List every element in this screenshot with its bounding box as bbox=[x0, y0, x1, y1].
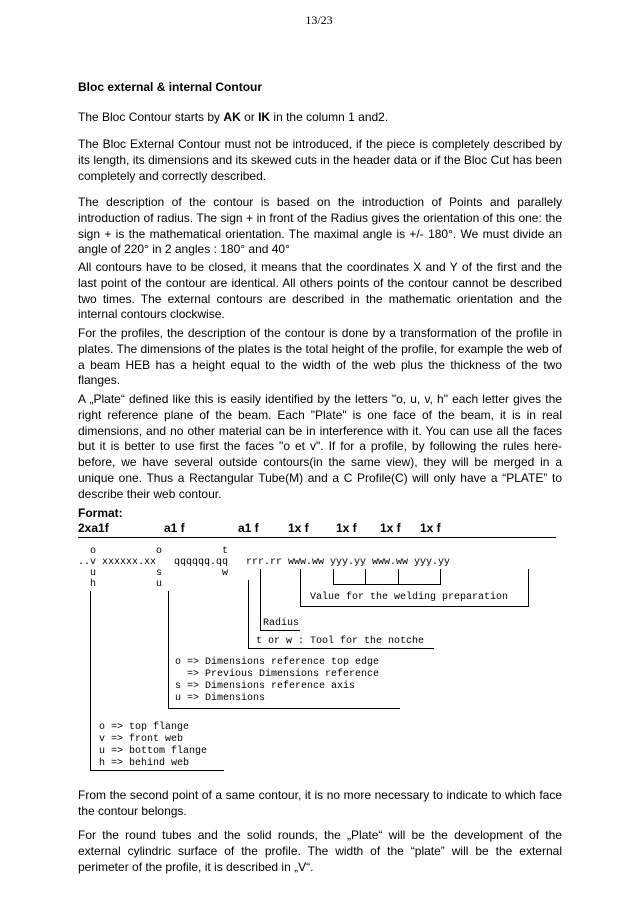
format-col: 1x f bbox=[420, 521, 441, 535]
format-col: 1x f bbox=[336, 521, 357, 535]
paragraph-profiles: For the profiles, the description of the contour is done by a transformation of the profile in plates. The dimensions of the plates is the total height of the profile, for example the web of a beam HEB has a height equal to the width of the web plus the thickness of the two flanges. bbox=[78, 326, 562, 388]
face-line: v => front web bbox=[99, 734, 184, 745]
connector-line bbox=[248, 580, 249, 649]
tool-label: t or w : Tool for the notche bbox=[256, 636, 425, 647]
format-col: a1 f bbox=[164, 521, 185, 535]
section-title: Bloc external & internal Contour bbox=[78, 80, 263, 94]
connector-line bbox=[398, 569, 399, 585]
format-underline bbox=[78, 537, 556, 538]
dims-line: s => Dimensions reference axis bbox=[175, 681, 356, 692]
paragraph-closed-contours: All contours have to be closed, it means that the coordinates X and Y of the first and the last point of the contour are identical. All others points of the contour cannot be described two times. The external contours are described in the mathematic orientation and the internal contours clockwise. bbox=[78, 260, 562, 322]
format-col: a1 f bbox=[238, 521, 259, 535]
face-line: o => top flange bbox=[99, 722, 190, 733]
connector-line bbox=[300, 569, 301, 607]
connector-line bbox=[365, 569, 366, 585]
diagram-row: h u bbox=[78, 579, 163, 590]
connector-line bbox=[260, 630, 300, 631]
welding-label: Value for the welding preparation bbox=[310, 592, 509, 603]
format-col: 1x f bbox=[288, 521, 309, 535]
connector-line bbox=[90, 591, 91, 771]
page-number: 13/23 bbox=[305, 13, 333, 27]
paragraph-plate-definition: A „Plate“ defined like this is easily identified by the letters "o, u, v, h" each letter gives the right reference plane of the beam. Each "Plate" is one face of the beam, it is in real dimensions, and no other material can be in interference with it. You can use all the faces but it is better to use first the faces "o et v". If for a profile, by following the rules here-before, we have several outside contours(in the same view), they will be merged in a unique one. Thus a Rectangular Tube(M) and a C Profile(C) will only have a “PLATE” to describe their web contour. bbox=[78, 392, 562, 501]
face-line: h => behind web bbox=[99, 758, 190, 769]
format-col: 1x f bbox=[380, 521, 401, 535]
dims-line: u => Dimensions bbox=[175, 693, 266, 704]
connector-line bbox=[440, 569, 441, 585]
paragraph-external-contour: The Bloc External Contour must not be introduced, if the piece is completely described by its length, its dimensions and its skewed cuts in the header data or if the Bloc Cut has been completely and correctly described. bbox=[78, 137, 562, 183]
connector-line bbox=[260, 569, 261, 631]
paragraph-second-point: From the second point of a same contour, it is no more necessary to indicate to which face the contour belongs. bbox=[78, 788, 562, 818]
format-col: 2xa1f bbox=[78, 521, 109, 535]
connector-line bbox=[300, 606, 528, 607]
face-line: u => bottom flange bbox=[99, 746, 208, 757]
paragraph-round-tubes: For the round tubes and the solid rounds, the „Plate“ will be the development of the external cylindric surface of the profile. The width of the “plate” will be the external perimeter of the profile, it is described in „V“. bbox=[78, 828, 562, 874]
connector-line bbox=[90, 770, 224, 771]
connector-line bbox=[333, 569, 334, 585]
diagram-row: ..v xxxxxx.xx qqqqqq.qq rrr.rr www.ww yyy.yy www.ww yyy.yy bbox=[78, 557, 451, 568]
connector-line bbox=[168, 708, 400, 709]
paragraph-contour-description: The description of the contour is based on the introduction of Points and parallely introduction of radius. The sign + in front of the Radius gives the orientation of this one: the sign + is the mathematical orientation. The maximal angle is +/- 180°. We must divide an angle of 220° in 2 angles : 180° and 40° bbox=[78, 195, 562, 257]
dims-line: => Previous Dimensions reference bbox=[175, 669, 380, 680]
connector-line bbox=[333, 584, 441, 585]
diagram-row: u s w bbox=[78, 568, 229, 579]
connector-line bbox=[168, 591, 169, 709]
paragraph-bloc-start: The Bloc Contour starts by AK or IK in the column 1 and2. bbox=[78, 110, 389, 124]
format-heading: Format: bbox=[78, 506, 123, 520]
dims-line: o => Dimensions reference top edge bbox=[175, 657, 380, 668]
radius-label: Radius bbox=[263, 618, 300, 629]
diagram-row: o o t bbox=[78, 546, 229, 557]
connector-line bbox=[248, 648, 434, 649]
connector-line bbox=[528, 569, 529, 607]
